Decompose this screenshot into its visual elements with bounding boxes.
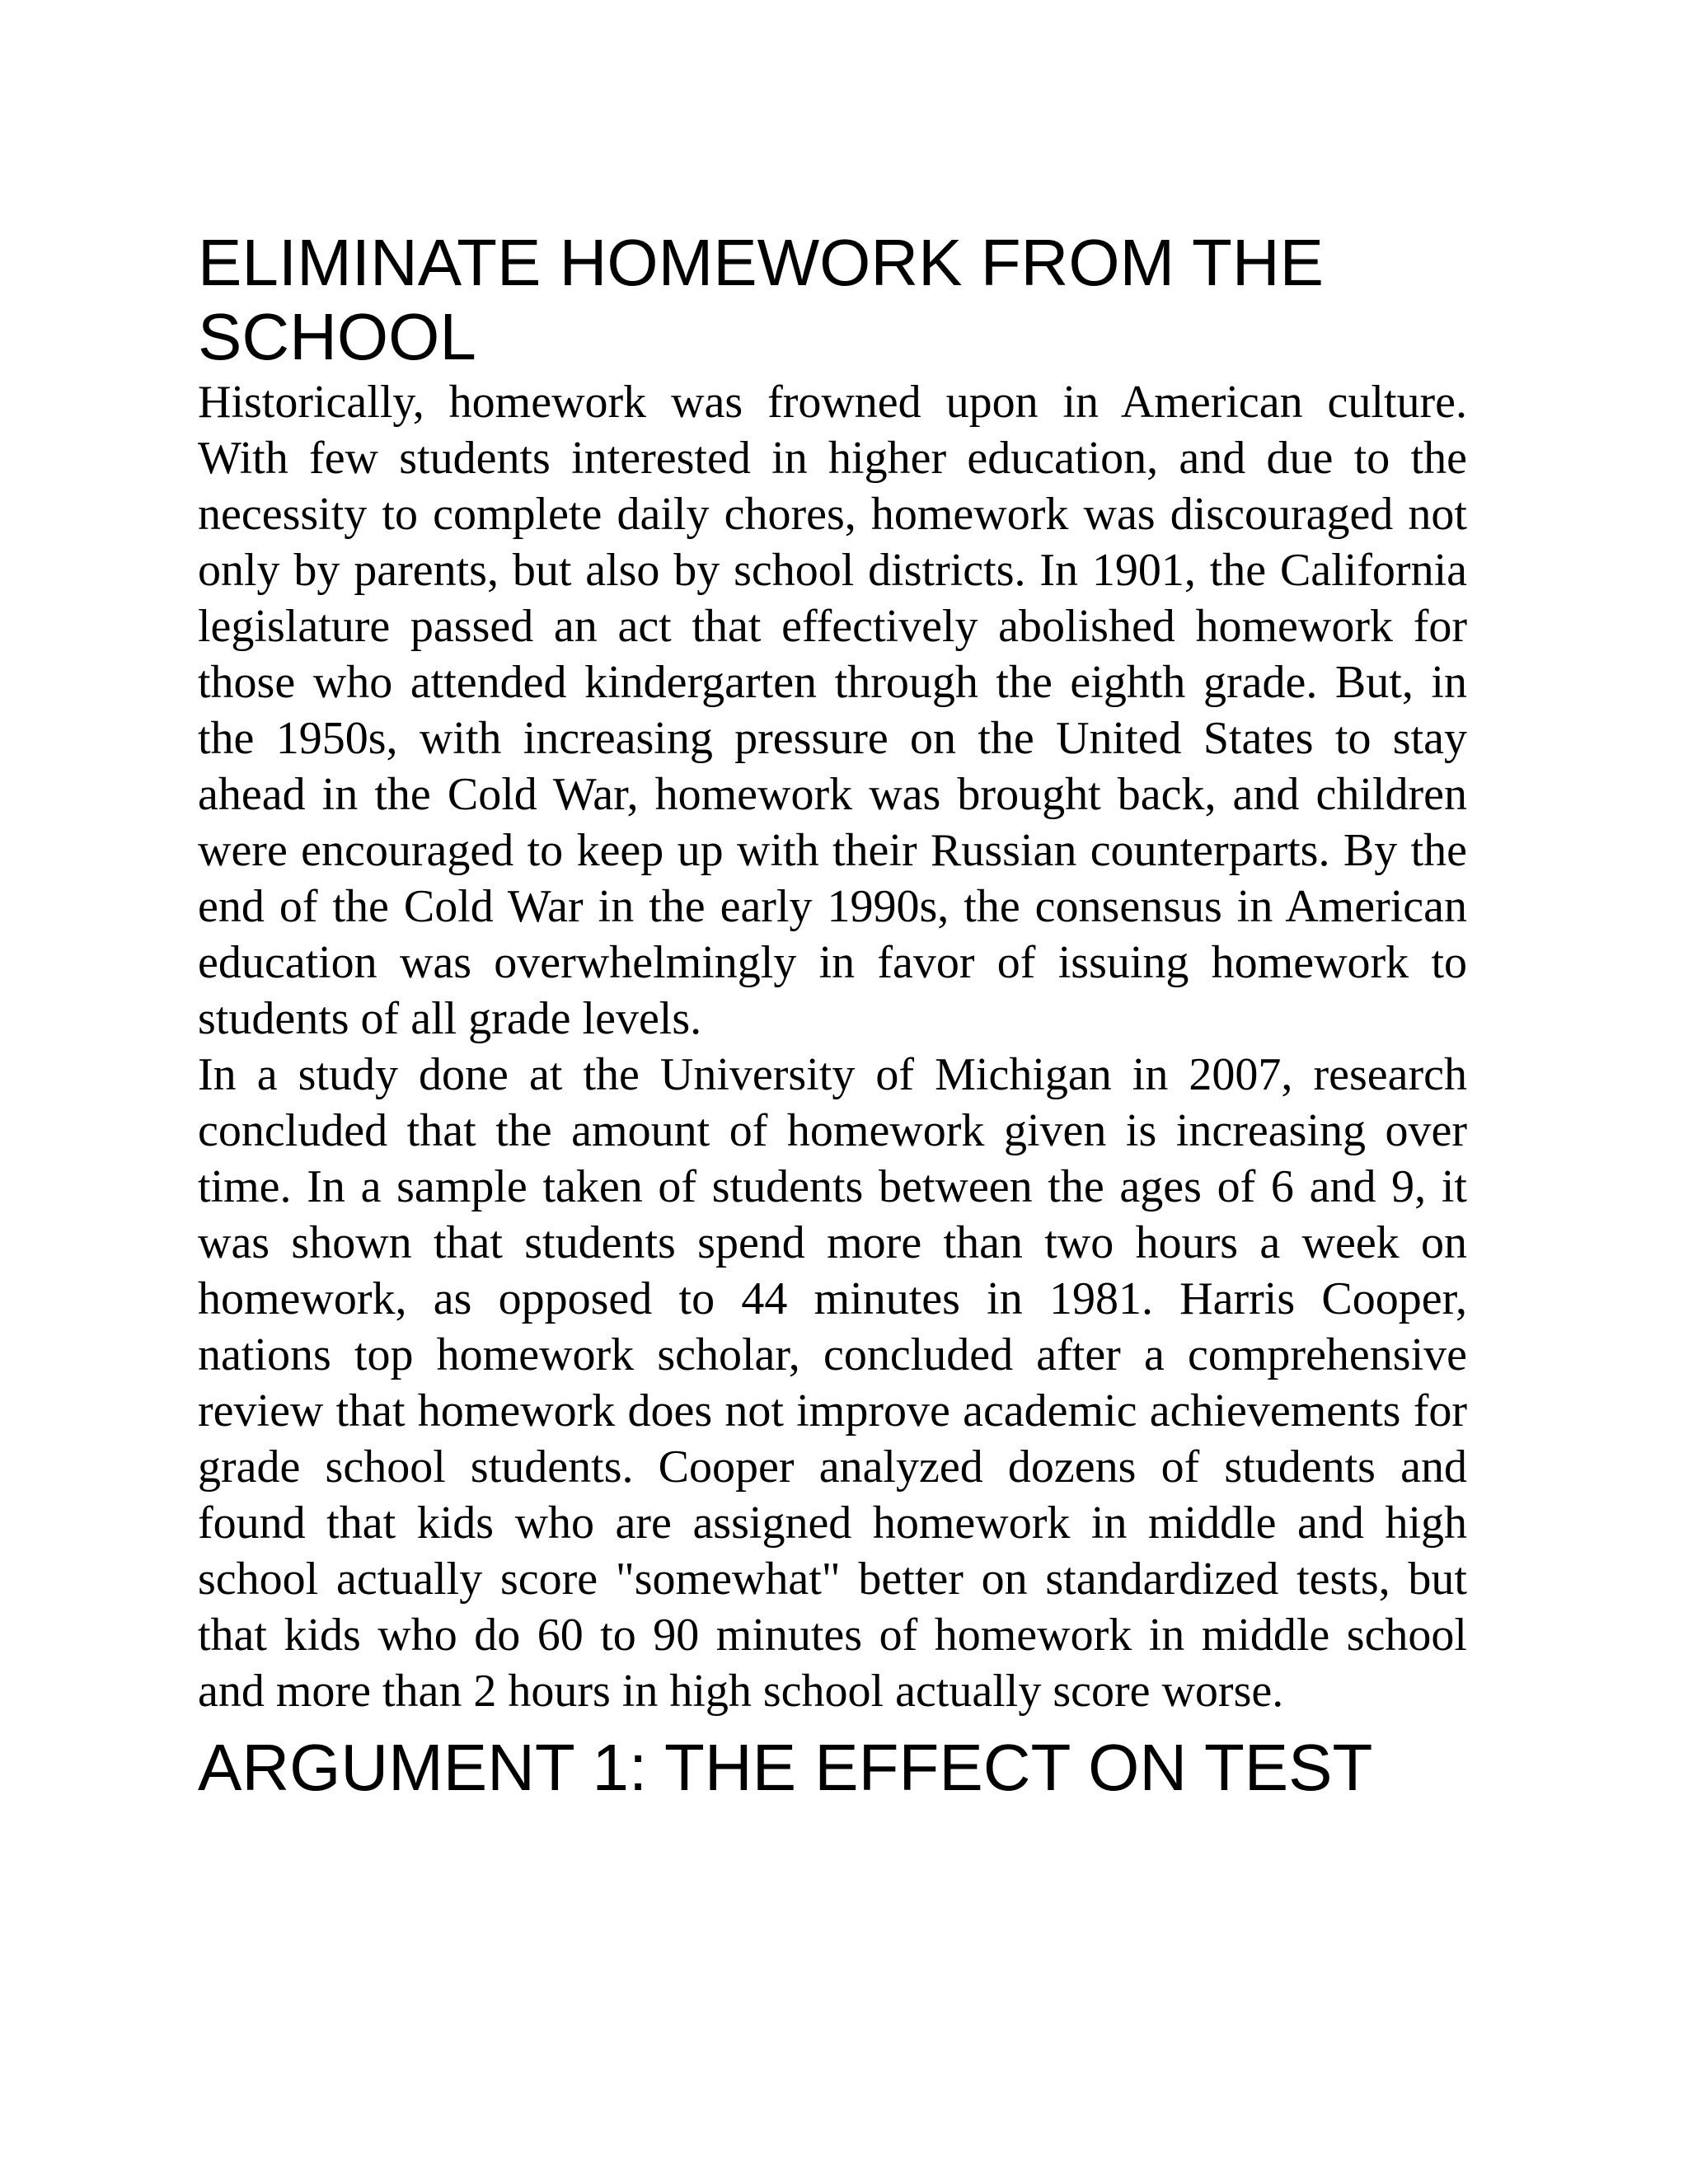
page-title: ELIMINATE HOMEWORK FROM THE SCHOOL <box>198 226 1324 373</box>
paragraph-history: Historically, homework was frowned upon in American culture. With few students interested in higher education, and due to the necessity to complete daily chores, homework was discouraged not only by parents, but also by school districts. In 1901, the California legislature passed an act that effectively abolished homework for those who attended kindergarten through the eighth grade. But, in the 1950s, with increasing pressure on the United States to stay ahead in the Cold War, homework was brought back, and children were encouraged to keep up with their Russian counterparts. By the end of the Cold War in the early 1990s, the consensus in American education was overwhelmingly in favor of issuing homework to students of all grade levels. <box>198 377 1467 1044</box>
paragraph-study: In a study done at the University of Michigan in 2007, research concluded that the amount of homework given is increasing over time. In a sample taken of students between the ages of 6 and 9, it was shown that students spend more than two hours a week on homework, as opposed to 44 minutes in 1981. Harris Cooper, nations top homework scholar, concluded after a comprehensive review that homework does not improve academic achievements for grade school students. Cooper analyzed dozens of students and found that kids who are assigned homework in middle and high school actually score "somewhat" better on standardized tests, but that kids who do 60 to 90 minutes of homework in middle school and more than 2 hours in high school actually score worse. <box>198 1049 1467 1717</box>
document-page <box>198 226 1467 1805</box>
section-heading: ARGUMENT 1: THE EFFECT ON TEST <box>198 1731 1373 1804</box>
